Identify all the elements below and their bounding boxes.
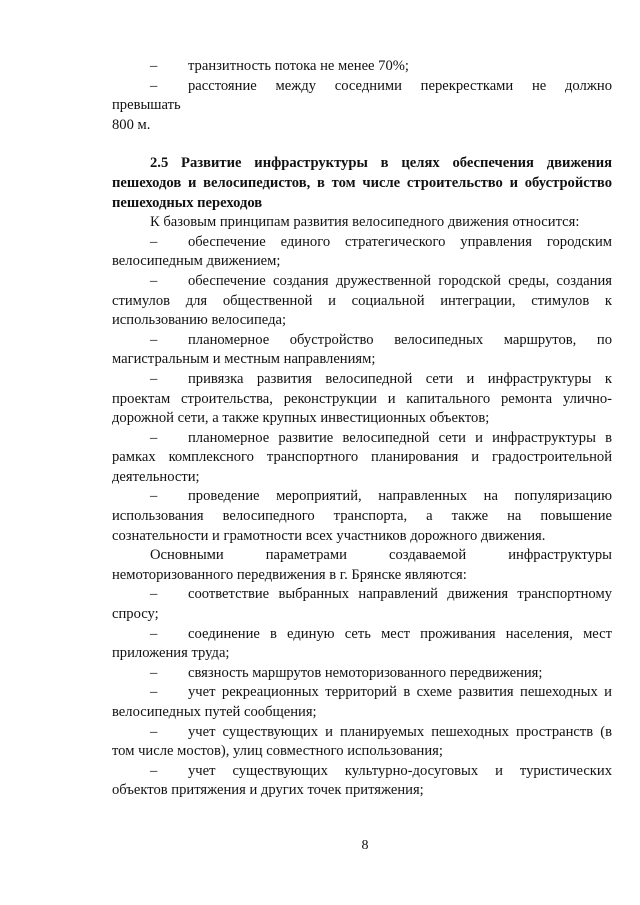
list-item-text: планомерное обустройство велосипедных маршрутов, по [188,331,612,348]
list-item [112,683,612,703]
params-intro-line-2: немоторизованного передвижения в г. Брянске являются: [112,566,467,583]
bullet-dash: – [150,762,158,779]
list-item-text: соединение в единую сеть мест проживания населения, мест [188,625,612,642]
section-title-line-3: пешеходных переходов [112,194,263,211]
list-item-text: проведение мероприятий, направленных на популяризацию [188,488,612,505]
principles-list [112,233,612,547]
list-item [112,272,612,292]
list-item-continuation: дорожной сети, а также крупных инвестиционных объектов; [112,410,490,427]
text-line: превышать [112,97,181,114]
list-item [112,585,612,605]
bullet-dash: – [150,684,158,701]
section-intro: К базовым принципам развития велосипедного движения относится: [150,214,580,231]
list-item [112,370,612,390]
list-item-continuation: спросу; [112,606,159,623]
list-item-text: обеспечение создания дружественной городской среды, создания [188,272,612,289]
bullet-dash: – [150,58,158,74]
list-item-continuation: использованию велосипеда; [112,312,287,329]
list-item [112,487,612,507]
list-item-continuation: деятельности; [112,468,200,485]
list-item [112,723,612,743]
list-item [112,57,612,77]
params-intro-line-1: Основными параметрами создаваемой инфраструктуры [150,547,612,564]
bullet-dash: – [150,723,158,740]
list-item [112,331,612,351]
bullet-dash: – [150,586,158,603]
list-item [112,77,612,97]
section-title-line-1: 2.5 Развитие инфраструктуры в целях обеспечения движения [150,155,612,172]
list-item-text: транзитность потока не менее 70%; [188,58,409,74]
list-item-continuation: велосипедным движением; [112,253,281,270]
list-item-continuation: велосипедных путей сообщения; [112,704,317,720]
list-item-text: учет существующих культурно-досуговых и туристических [188,762,612,779]
list-item-text: учет существующих и планируемых пешеходных пространств (в [188,723,612,740]
list-item-continuation: рамках комплексного транспортного планирования и градостроительной [112,449,612,466]
bullet-dash: – [150,77,158,94]
list-item [112,625,612,645]
list-item-continuation: приложения труда; [112,645,230,662]
bullet-dash: – [150,370,158,387]
bullet-dash: – [150,664,158,681]
bullet-dash: – [150,233,158,250]
list-item-continuation: магистральным и местным направлениям; [112,351,376,368]
list-item-text: соответствие выбранных направлений движения транспортному [188,586,612,603]
bullet-dash: – [150,331,158,348]
list-item-continuation: том числе мостов), улиц совместного использования; [112,743,443,760]
list-item [112,762,612,782]
list-item-continuation: сознательности и грамотности всех участников дорожного движения. [112,527,546,544]
text-line: 800 м. [112,116,151,133]
bullet-dash: – [150,429,158,446]
bullet-dash: – [150,488,158,505]
page-number: 8 [361,838,369,853]
list-item-continuation: использования велосипедного транспорта, а также на повышение [112,508,612,525]
list-item-text: учет рекреационных территорий в схеме развития пешеходных и [188,684,612,701]
list-item-text: связность маршрутов немоторизованного передвижения; [188,664,543,681]
list-item-continuation: объектов притяжения и других точек притяжения; [112,782,424,799]
bullet-dash: – [150,272,158,289]
bullet-dash: – [150,625,158,642]
params-list [112,585,612,801]
list-item-text: расстояние между соседними перекрестками не должно [188,77,612,94]
list-item-text: обеспечение единого стратегического управления городским [188,233,612,250]
list-item-continuation: стимулов для общественной и социальной интеграции, стимулов к [112,292,612,309]
list-item-text: привязка развития велосипедной сети и инфраструктуры к [188,370,612,387]
section-title-line-2: пешеходов и велосипедистов, в том числе строительство и обустройство [112,174,612,191]
page-content [112,57,612,801]
list-item-continuation: проектам строительства, реконструкции и капитального ремонта улично- [112,390,612,407]
list-item [112,233,612,253]
list-item-text: планомерное развитие велосипедной сети и инфраструктуры в [188,429,612,446]
list-item [112,664,612,684]
list-item [112,429,612,449]
